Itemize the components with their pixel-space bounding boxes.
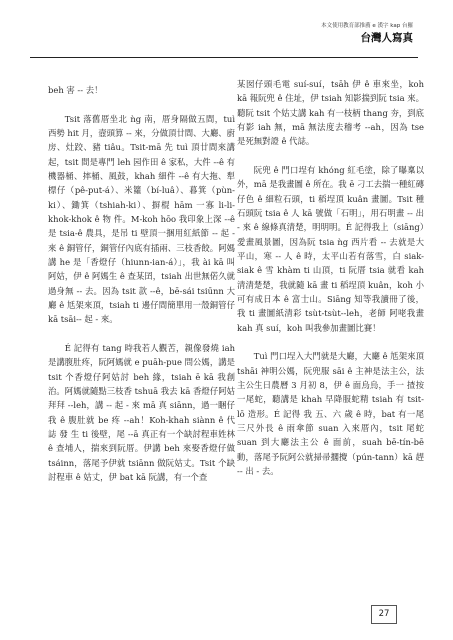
paragraph: Tuì 門口埕入大門就是大廳，大廳 ê 尪架來頂 tshāi 神明公媽，阮兜服 sāi ê 主神是法主公，法主公生日農曆 3 月初 8，伊 ê 面烏烏，手一 揸按一尾蛇，聽講是 khah 早降服蛇精 tsiah 有 tsit-lō 造形。É 記得 我 五、六 歲 ê 時，bat 有一尾三尺外長 ê 雨傘節 suan 入來厝內，tsit 尾蛇 suan 到大廳法主公 ê 面前，suah bē-tín-bē 動，落尾予阮阿公就掃帚擱攪（pún-tann）kā 趕 -- 出 - 去。 (237, 351, 424, 476)
left-column (48, 83, 235, 484)
paragraph: É 記得有 tang 時我若人觀苦，親像發燒 iah 是講腹肚疼，阮阿媽就 e puāh-pue 問公媽，講是 tsit 个香燈仔阿姑討 beh 緣，tsiah ē kā 我創治。阿媽就隨點三枝香 tshuā 我去 kā 香燈仔阿姑拜拜 --leh，講 -- 起 - 來 mā 真 siānn，過一睏仔我 ê 腹肚就 be 疼 --ah！Koh-khah siànn ê 代誌 發 生 ti 後壁，尾 --ā 真正有一个缺討程車姓林 ê 查埔人，揣來到阮厝。伊講 beh 來娶香燈仔做 tsáinn，落尾予伊就 tsiānn 做阮姑丈。Tsit 个缺討程車 ê 姑丈，伊 bat kā 阮講，有一个查 (48, 342, 235, 482)
header-source-note: 本文使用教育部推薦 e 漢字 kap 台羅 (321, 23, 413, 29)
running-header (213, 22, 413, 45)
header-rule (30, 57, 418, 58)
paragraph: 阮兜 ê 門口埕有 khóng 紅毛塗，除了曝稟以外，mā 是我畫圖 ê 所在。我 ē 刁工去揣一種紅磚仔色 ê 細粒石頭，ti 稻埕頂 kuân 畫圖。Tsit 種石頭阮 tsia ê 人 kā 號做「石明」，用石明畫 -- 出 - 來 ê 線條真清楚，明明明。É 記得我上（siāng）愛畫風景圖，因為阮 tsia ǹg 西片看 -- 去就是大平山，寒 -- 人 ê 時，太平山若有落雪，白 siak-siak ê 雪 khàm ti 山頂，ti 阮厝 tsia 就看 kah 清清楚楚，我就隨 kā 畫 ti 稻埕頂 kuân，koh 小可有成日本 ê 富士山。Siāng 知等我讀冊了後，我 ti 畫圖紙清彩 tsùt-tsùt--leh，老師 阿咾我畫 kah 真 suí，koh 叫我參加畫圖比賽！ (237, 164, 424, 333)
paragraph: beh 害 -- 去！ (48, 85, 103, 95)
paragraph: Tsit 落舊厝坐北 ǹg 南，厝身隔做五間，tuì 西勢 hit 月，壼頭算 -- 來，分做頂廿間、大廳、廚房、灶跤、豬 tiâu。Tsit-mā 先 tuì 頂廿間來講起，tsit 間是專門 leh 园作田 ê 家私，大件 --ê 有機器桶、摔桶、風鼓，khah 細件 --ê 有大拖、犁標仔（pê-put-á）、米籮（bí-luâ）、暮箕（pùn-ki）、鋤箕（tshiah-ki）、摒棍 hām 一寡 li-li-khok-khok ê 物 件。M-koh hōo 我印象上深 --ê 是 tsia-ê 農具，是吊 ti 壁頂一捆用紅紙節 -- 起 - 來 ê 銅管仔，銅管仔內底有插兩、三枝香餃。阿媽講 he 是「香燈仔（hiunn-ian-á）」，我 ài kā 叫阿姑，伊 ê 阿媽生 ê 查某囝，tsiah 出世無偌久就過身無 -- 去。因為 tsit 款 --ê，bē-sái tsiūnn 大廳 ê 尪架來頂，tsiah ti 邊仔間簡單用一殼銅管仔 kā tsāi-- 起 - 來。 (48, 113, 235, 325)
page-number: 27 (371, 605, 397, 624)
paragraph: 某囡仔頭毛電 suí-suí，tsāh 伊 ê 車來坐，koh kā 報阮兜 ê 住址，伊 tsiah 知影揣到阮 tsia 來。聽阮 tsit 个姑丈講 kah 有一枝柄 thang 夯，到底有影 iah 無，mā 無法度去稽考 --ah，因為 tse 是死無對證 ê 代誌。 (237, 79, 424, 147)
header-section-title: 台灣人寫真 (360, 32, 413, 44)
right-column (237, 77, 424, 478)
